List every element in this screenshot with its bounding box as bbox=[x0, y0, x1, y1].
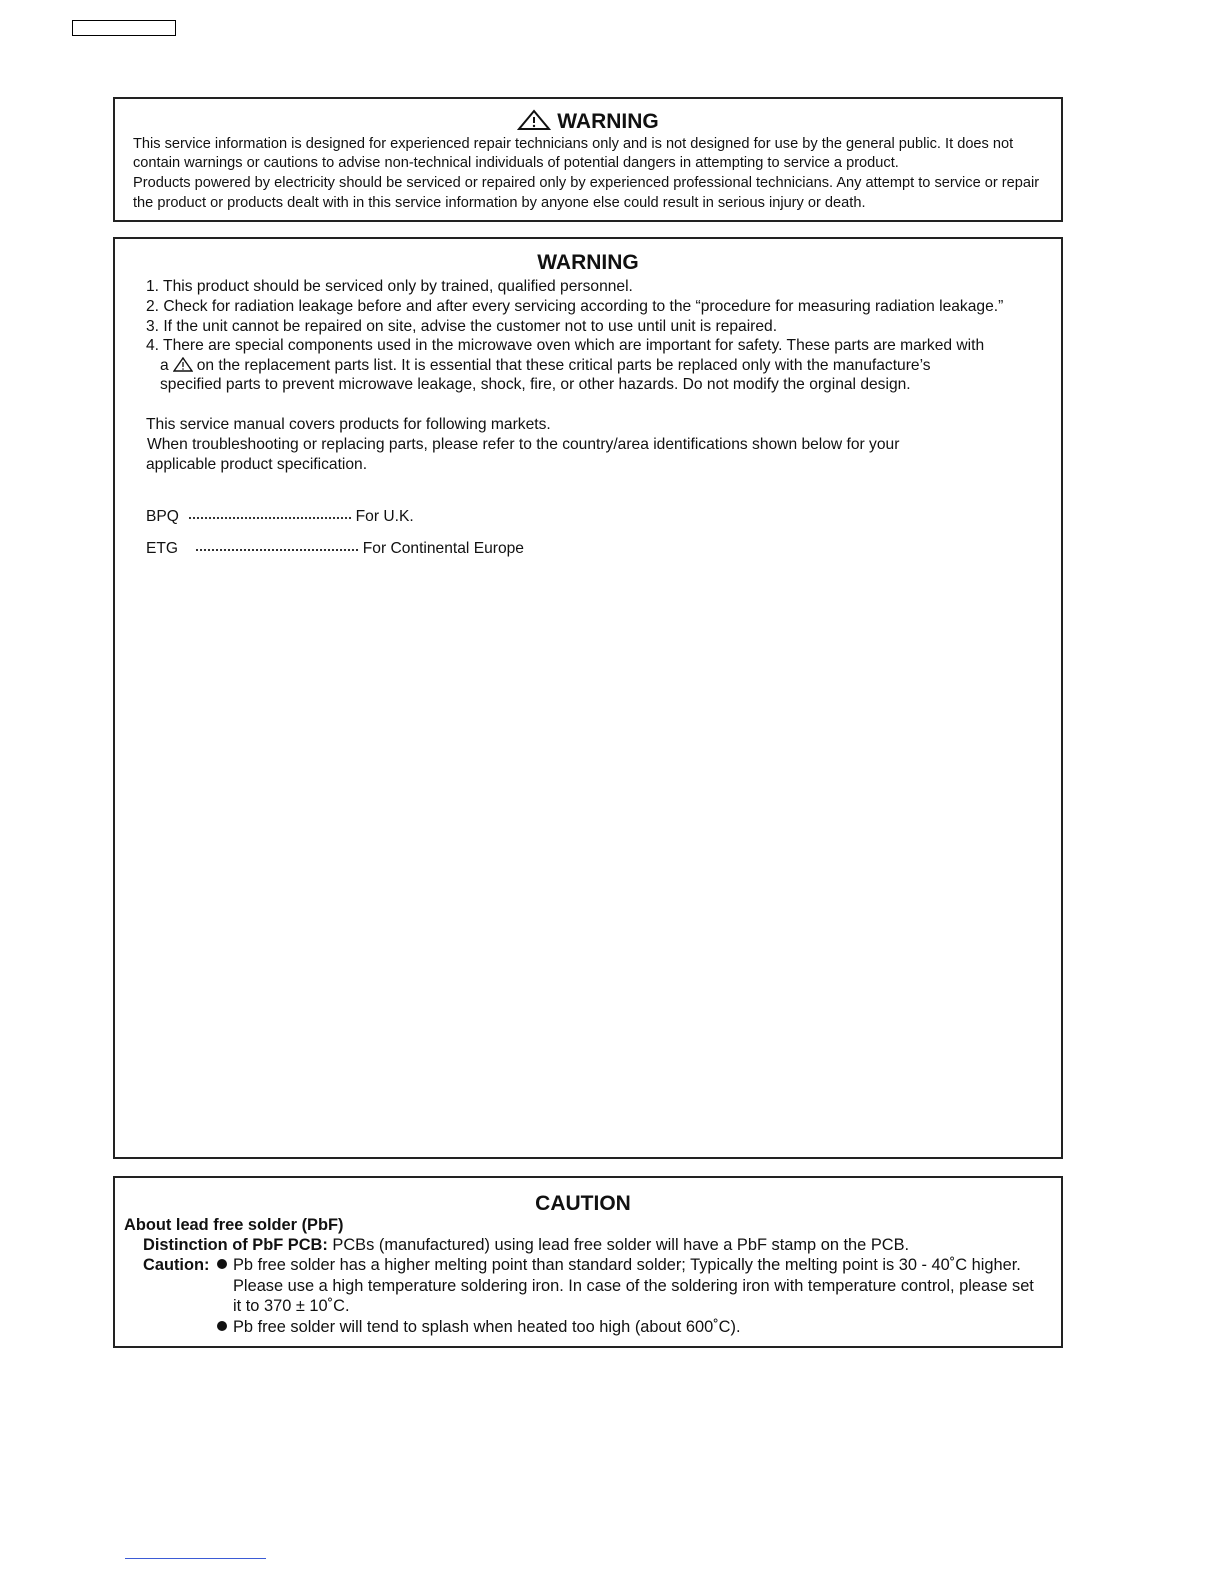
warning-box-service-title: WARNING bbox=[537, 251, 639, 274]
warning-item-4-prefix: a bbox=[160, 357, 169, 374]
caution-bullet-2 bbox=[217, 1317, 741, 1337]
warning-item-4: 4. There are special components used in the microwave oven which are important for safety. These parts are marked with bbox=[146, 337, 985, 354]
market-code: BPQ bbox=[146, 508, 179, 525]
warning-box-general-title bbox=[115, 109, 1061, 134]
warning-line-3: Products powered by electricity should be serviced or repaired only by experienced professional technicians. Any attempt to service or repair bbox=[133, 175, 1040, 191]
warning-item-3: 3. If the unit cannot be repaired on site, advise the customer not to use until unit is repaired. bbox=[146, 318, 778, 335]
market-label: For U.K. bbox=[355, 508, 414, 525]
bullet-icon bbox=[217, 1259, 227, 1269]
warning-line-4: the product or products dealt with in this service information by anyone else could result in serious injury or death. bbox=[133, 195, 866, 211]
warning-title-text: WARNING bbox=[557, 110, 659, 133]
market-row-bpq bbox=[146, 507, 414, 527]
caution-bullet-1-line-3: it to 370 ± 10˚C. bbox=[233, 1297, 350, 1315]
caution-heading: About lead free solder (PbF) bbox=[124, 1216, 344, 1234]
market-code: ETG bbox=[146, 540, 179, 557]
market-row-etg bbox=[146, 539, 524, 559]
bullet-2-text: Pb free solder will tend to splash when heated too high (about 600˚C). bbox=[233, 1318, 741, 1336]
warning-item-2: 2. Check for radiation leakage before and after every servicing according to the “procedure for measuring radiation leakage.” bbox=[146, 298, 1004, 315]
footer-link-line[interactable] bbox=[125, 1558, 266, 1559]
markets-intro-3: applicable product specification. bbox=[146, 456, 368, 473]
warning-box-general bbox=[113, 97, 1063, 222]
market-label: For Continental Europe bbox=[362, 540, 524, 557]
warning-item-4-cont-b: specified parts to prevent microwave leakage, shock, fire, or other hazards. Do not modify the orginal design. bbox=[160, 376, 911, 393]
warning-item-4-cont-a bbox=[160, 356, 931, 376]
bullet-1-text: Pb free solder has a higher melting point than standard solder; Typically the melting point is 30 - 40˚C higher. bbox=[233, 1256, 1021, 1274]
warning-item-4-rest: on the replacement parts list. It is essential that these critical parts be replaced only with the manufacture’s bbox=[196, 357, 931, 374]
markets-intro-1: This service manual covers products for following markets. bbox=[146, 416, 551, 433]
warning-line-1: This service information is designed for experienced repair technicians only and is not designed for use by the general public. It does not bbox=[133, 136, 1014, 152]
caution-title: CAUTION bbox=[535, 1192, 631, 1215]
caution-distinction bbox=[143, 1235, 909, 1255]
distinction-text: PCBs (manufactured) using lead free solder will have a PbF stamp on the PCB. bbox=[332, 1236, 910, 1254]
caution-bullet-1-line-2: Please use a high temperature soldering iron. In case of the soldering iron with temperature control, please set bbox=[233, 1277, 1034, 1295]
caution-box bbox=[113, 1176, 1063, 1348]
markets-intro-2: When troubleshooting or replacing parts, please refer to the country/area identifications shown below for your bbox=[147, 436, 900, 453]
caution-label: Caution: bbox=[143, 1256, 210, 1274]
leader-dots bbox=[189, 507, 351, 519]
warning-box-service bbox=[113, 237, 1063, 1159]
warning-triangle-icon bbox=[517, 109, 551, 131]
warning-line-2: contain warnings or cautions to advise non-technical individuals of potential dangers in attempting to service a product. bbox=[133, 155, 899, 171]
leader-dots bbox=[196, 539, 358, 551]
safety-triangle-icon bbox=[173, 357, 193, 372]
page-tag-box bbox=[72, 20, 176, 36]
distinction-label: Distinction of PbF PCB: bbox=[143, 1236, 328, 1254]
bullet-icon bbox=[217, 1321, 227, 1331]
warning-item-1: 1. This product should be serviced only by trained, qualified personnel. bbox=[146, 278, 633, 295]
caution-bullet-1-line-1 bbox=[217, 1255, 1021, 1275]
